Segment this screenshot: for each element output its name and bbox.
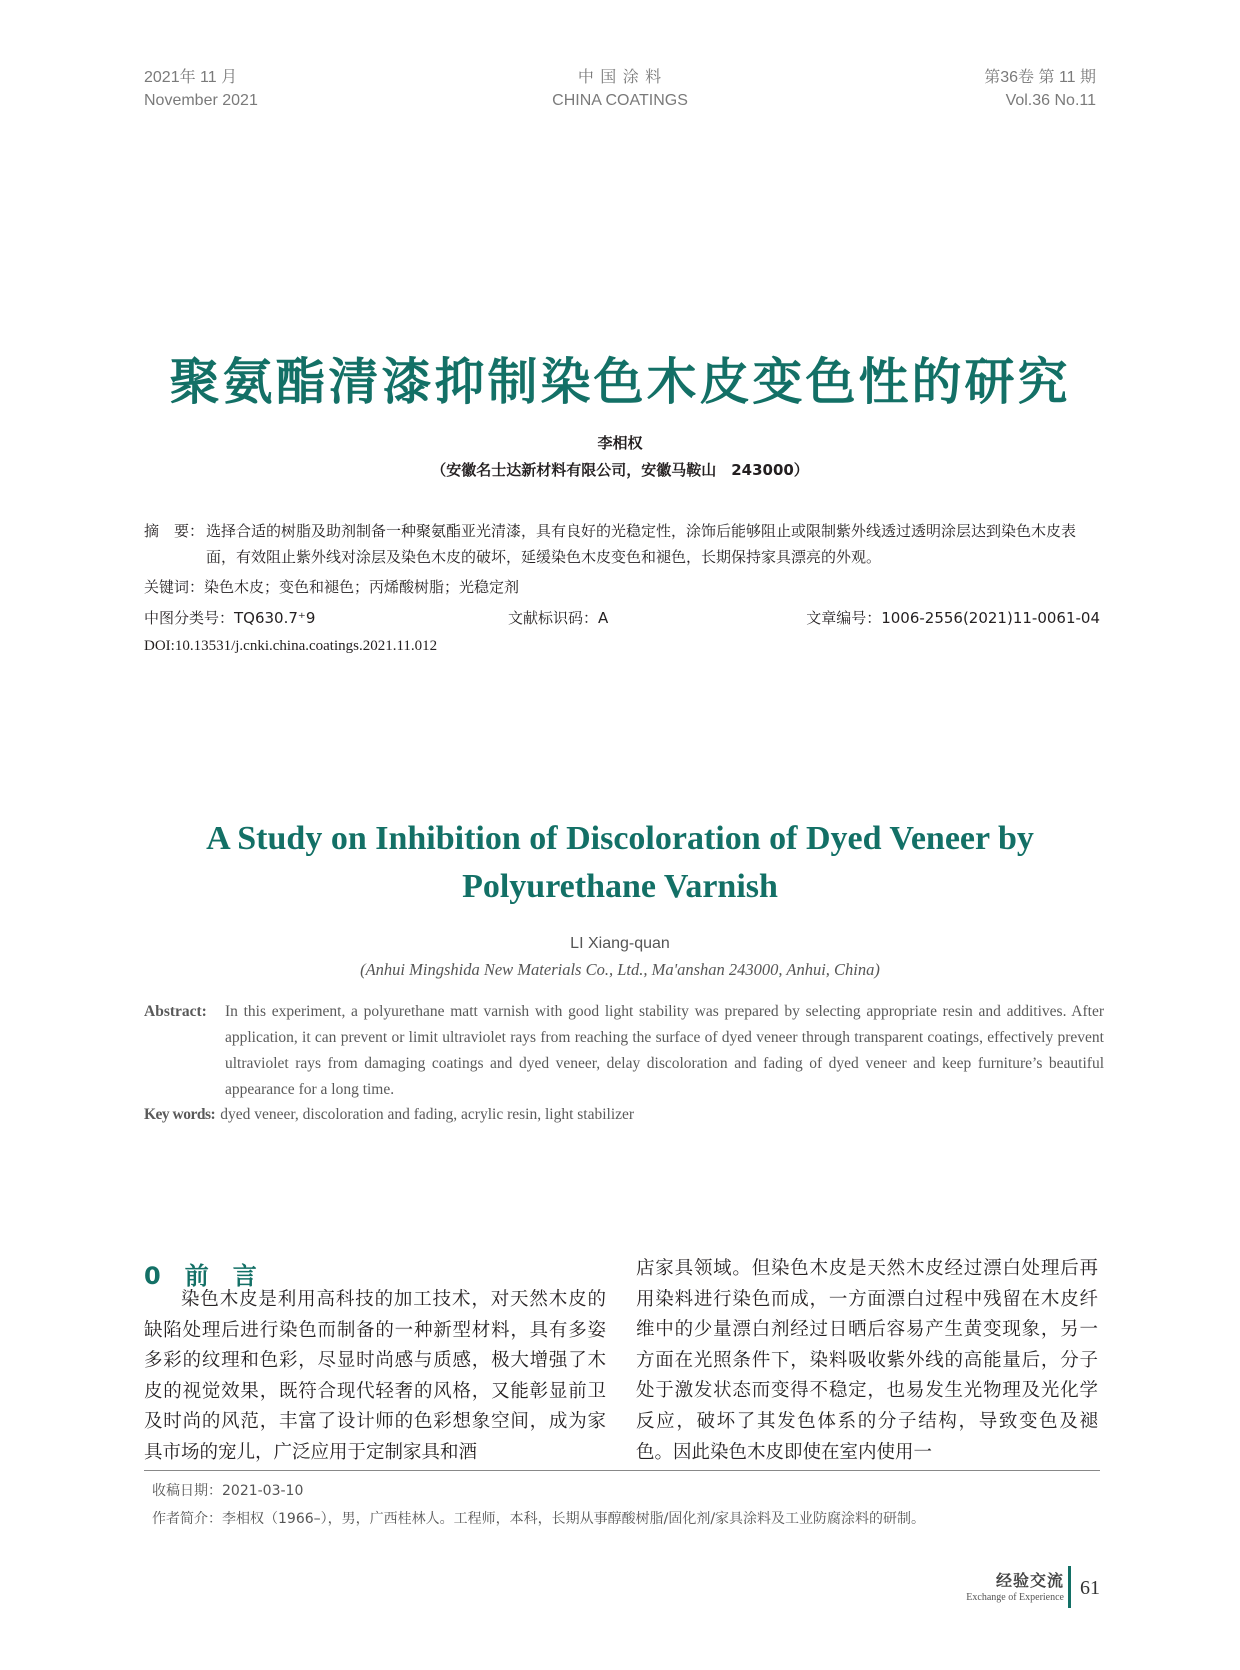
author-cn: 李相权 [597, 434, 643, 452]
keywords-cn [144, 575, 519, 599]
keywords-en-text: dyed veneer, discoloration and fading, acrylic resin, light stabilizer [220, 1106, 635, 1123]
header-issue-cn: 第36卷 第 11 期 [984, 69, 1096, 86]
footer-column-label [966, 1568, 1064, 1603]
article-number: 文章编号：1006-2556(2021)11-0061-04 [806, 609, 1100, 627]
body-column-right: 店家具领域。但染色木皮是天然木皮经过漂白处理后再用染料进行染色而成，一方面漂白过程中残留在木皮纤维中的少量漂白剂经过日晒后容易产生黄变现象，另一方面在光照条件下，染料吸收紫外线的高能量后，分子处于激发状态而变得不稳定，也易发生光物理及光化学反应，破坏了其发色体系的分子结构，导致变色及褪色。因此染色木皮即使在室内使用一 [636, 1258, 1098, 1463]
body-column-left: 染色木皮是利用高科技的加工技术，对天然木皮的缺陷处理后进行染色而制备的一种新型材料，具有多姿多彩的纹理和色彩，尽显时尚感与质感，极大增强了木皮的视觉效果，既符合现代轻奢的风格，又能彰显前卫及时尚的风范，丰富了设计师的色彩想象空间，成为家具市场的宠儿，广泛应用于定制家具和酒 [144, 1289, 606, 1463]
section-title-char-2: 言 [232, 1262, 259, 1290]
footer-divider-bar [1068, 1566, 1071, 1608]
keywords-en [144, 1103, 1104, 1127]
running-header-issue [984, 66, 1096, 112]
abstract-cn [144, 518, 1104, 570]
footnote-author-bio: 作者简介：李相权（1966–），男，广西桂林人。工程师，本科，长期从事醇酸树脂/固化剂/家具涂料及工业防腐涂料的研制。 [152, 1511, 926, 1527]
header-date-cn: 2021年 11 月 [144, 69, 238, 86]
abstract-en-label: Abstract: [144, 1003, 207, 1020]
footer-column-cn: 经验交流 [995, 1571, 1064, 1590]
header-journal-cn: 中 国 涂 料 [577, 69, 663, 86]
doi: DOI:10.13531/j.cnki.china.coatings.2021.11.012 [144, 638, 438, 654]
keywords-cn-text: 染色木皮；变色和褪色；丙烯酸树脂；光稳定剂 [204, 578, 520, 596]
section-number: 0 [144, 1262, 163, 1290]
page-number: 61 [1080, 1577, 1100, 1599]
document-code: 文献标识码：A [508, 609, 609, 627]
keywords-en-label: Key words: [144, 1106, 216, 1123]
article-title-en: A Study on Inhibition of Discoloration of Dyed Veneer by Polyurethane Varnish [206, 820, 1034, 905]
footnote-received-date: 收稿日期：2021-03-10 [152, 1483, 304, 1499]
abstract-en [144, 999, 1104, 1103]
header-issue-en: Vol.36 No.11 [1005, 92, 1096, 109]
footer-column-en: Exchange of Experience [966, 1592, 1064, 1603]
affiliation-cn: （安徽名士达新材料有限公司，安徽马鞍山 243000） [431, 461, 809, 479]
affiliation-en: (Anhui Mingshida New Materials Co., Ltd., Ma'anshan 243000, Anhui, China) [360, 960, 880, 979]
footnote-divider [144, 1470, 1100, 1471]
author-en: LI Xiang-quan [570, 935, 670, 952]
article-title-cn: 聚氨酯清漆抑制染色木皮变色性的研究 [169, 353, 1071, 411]
header-date-en: November 2021 [144, 92, 258, 109]
header-journal-en: CHINA COATINGS [552, 92, 688, 109]
section-title-char-1: 前 [184, 1262, 211, 1290]
abstract-cn-label: 摘 要： [144, 522, 205, 540]
clc-number: 中图分类号：TQ630.7⁺9 [144, 609, 316, 627]
abstract-cn-text: 选择合适的树脂及助剂制备一种聚氨酯亚光清漆，具有良好的光稳定性，涂饰后能够阻止或限制紫外线透过透明涂层达到染色木皮表面，有效阻止紫外线对涂层及染色木皮的破坏，延缓染色木皮变色和褪色，长期保持家具漂亮的外观。 [206, 522, 1077, 566]
keywords-cn-label: 关键词： [144, 578, 205, 596]
abstract-en-text: In this experiment, a polyurethane matt varnish with good light stability was prepared by selecting appropriate resin and additives. After application, it can prevent or limit ultraviolet rays from reaching the surface of dyed veneer through transparent coatings, effectively prevent ultraviolet rays from damaging coatings and dyed veneer, delay discoloration and fading of dyed veneer and keep furniture’s beautiful appearance for a long time. [225, 1003, 1104, 1098]
